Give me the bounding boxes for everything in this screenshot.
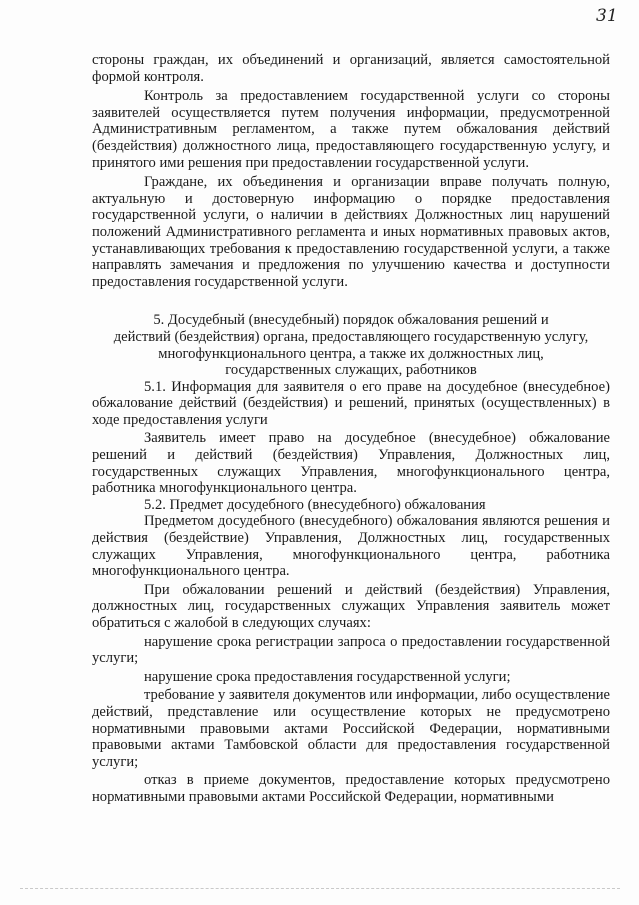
paragraph: Контроль за предоставлением государственной услуги со стороны заявителей осуществляется путем получения информации, предусмотренной Административным регламентом, а также путем обжалования действий (бездействия) должностного лица, предоставляющего государственную услугу, и принятого ими решения при предоставлении государственной услуги. <box>92 88 610 171</box>
list-item: нарушение срока регистрации запроса о предоставлении государственной услуги; <box>92 633 610 667</box>
page-number: 31 <box>596 6 618 26</box>
section-heading-line: государственных служащих, работников <box>225 362 477 379</box>
section-heading-line: действий (бездействия) органа, предоставляющего государственную услугу, <box>113 328 589 345</box>
list-item: нарушение срока предоставления государственной услуги; <box>144 668 511 685</box>
section-heading-line: многофункционального центра, а также их должностных лиц, <box>158 345 544 362</box>
scan-edge-line <box>20 888 620 890</box>
list-item: требование у заявителя документов или информации, либо осуществление действий, представление или осуществление которых не предусмотрено нормативными правовыми актами Российской Федерации, нормативными правовыми актами Тамбовской области для предоставления государственной услуги; <box>92 687 610 770</box>
subsection-title: 5.2. Предмет досудебного (внесудебного) обжалования <box>144 496 486 513</box>
paragraph: стороны граждан, их объединений и организаций, является самостоятельной формой контроля. <box>92 52 610 85</box>
section-heading <box>92 312 610 378</box>
paragraph: Граждане, их объединения и организации вправе получать полную, актуальную и достоверную информацию о порядке предоставления государственной услуги, о наличии в действиях Должностных лиц нарушений положений Административного регламента и иных нормативных правовых актов, устанавливающих требования к предоставлению государственной услуги, а также направлять замечания и предложения по улучшению качества и доступности предоставления государственной услуги. <box>92 174 610 290</box>
paragraph: Заявитель имеет право на досудебное (внесудебное) обжалование решений и действий (бездействия) Управления, Должностных лиц, государственных служащих Управления, многофункционального центра, работника многофункционального центра. <box>92 430 610 497</box>
paragraph: При обжаловании решений и действий (бездействия) Управления, должностных лиц, государственных служащих Управления заявитель может обратиться с жалобой в следующих случаях: <box>92 581 610 631</box>
document-body <box>92 52 610 806</box>
list-item: отказ в приеме документов, предоставление которых предусмотрено нормативными правовыми актами Российской Федерации, нормативными <box>92 772 610 805</box>
subsection-title: 5.1. Информация для заявителя о его праве на досудебное (внесудебное) обжалование действий (бездействия) и решений, принятых (осуществленных) в ходе предоставления услуги <box>92 378 610 428</box>
section-heading-line: 5. Досудебный (внесудебный) порядок обжалования решений и <box>153 312 549 329</box>
paragraph: Предметом досудебного (внесудебного) обжалования являются решения и действия (бездействие) Управления, Должностных лиц, государственных служащих Управления, многофункционального центра, работника многофункционального центра. <box>92 513 610 580</box>
